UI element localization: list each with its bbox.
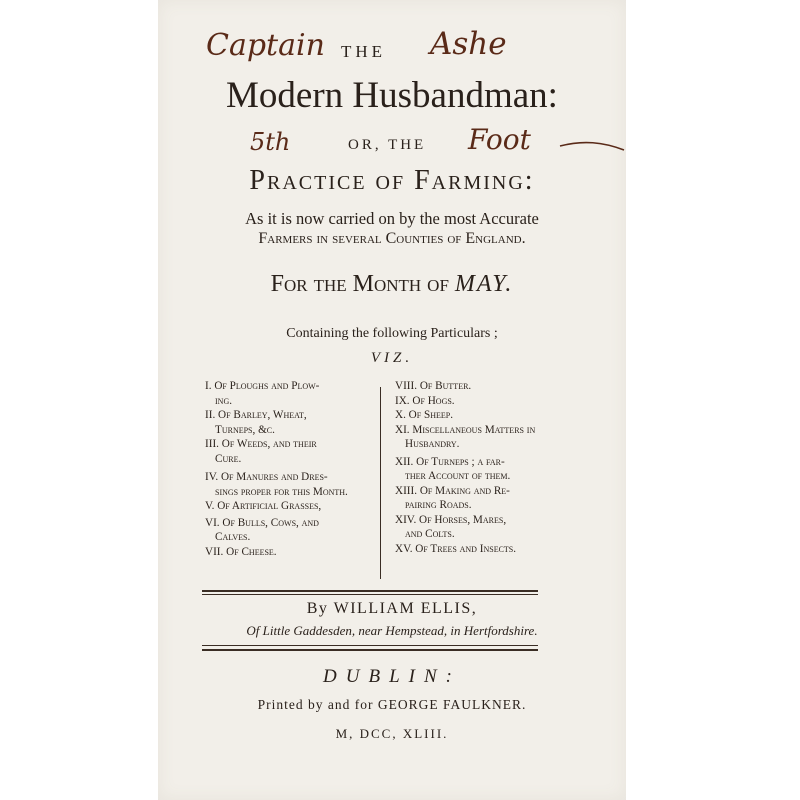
handwritten-flourish <box>558 136 628 158</box>
list-item: X. Of Sheep. <box>395 409 454 421</box>
month-name: MAY. <box>454 271 514 297</box>
list-item: III. Of Weeds, and their <box>205 438 317 450</box>
author-residence: Of Little Gaddesden, near Hempstead, in Hertfordshire. <box>246 623 538 638</box>
list-item: VII. Of Cheese. <box>205 545 277 558</box>
month-heading <box>158 271 626 298</box>
list-item: IX. Of Hogs. <box>395 394 455 407</box>
list-item: XV. Of Trees and Insects. <box>395 542 517 555</box>
subtitle-practice: Practice of Farming: <box>249 165 535 196</box>
title-the: THE <box>341 42 387 61</box>
list-item: Cure. <box>215 452 242 465</box>
title-page <box>158 0 626 800</box>
list-item: Turneps, &c. <box>215 423 275 436</box>
imprint-year: M, DCC, XLIII. <box>335 726 449 741</box>
list-item: XI. Miscellaneous Matters in <box>395 423 536 436</box>
imprint-city: DUBLIN: <box>323 666 461 687</box>
list-item: VIII. Of Butter. <box>395 380 472 392</box>
list-item: XII. Of Turneps ; a far- <box>395 455 505 468</box>
handwritten-foot: Foot <box>468 123 531 156</box>
list-item: Calves. <box>215 531 251 543</box>
list-item: IV. Of Manures and Dres- <box>205 471 328 483</box>
list-item: II. Of Barley, Wheat, <box>205 409 307 421</box>
list-item: VI. Of Bulls, Cows, and <box>205 516 319 529</box>
author-line: By WILLIAM ELLIS, <box>306 600 478 617</box>
list-item: and Colts. <box>405 528 455 540</box>
list-item: pairing Roads. <box>405 499 472 511</box>
containing-line: Containing the following Particulars ; <box>286 326 498 341</box>
rule-bottom <box>202 649 538 651</box>
handwritten-ashe: Ashe <box>430 26 507 62</box>
list-item: Husbandry. <box>405 438 460 450</box>
list-item: sings proper for this Month. <box>215 485 348 498</box>
title-or-the: OR, THE <box>348 137 427 153</box>
viz-label: VIZ. <box>370 350 414 366</box>
subtitle-line-2: Farmers in several Counties of England. <box>258 230 526 247</box>
column-divider <box>380 387 381 579</box>
list-item: XIV. Of Horses, Mares, <box>395 513 507 526</box>
handwritten-captain: Captain <box>206 28 325 63</box>
month-prefix: For the Month of <box>270 271 449 297</box>
handwritten-5th: 5th <box>250 128 291 156</box>
list-item: XIII. Of Making and Re- <box>395 484 510 497</box>
list-item: I. Of Ploughs and Plow- <box>205 380 320 392</box>
particulars-left-column <box>205 379 348 559</box>
rule-bottom-thin <box>202 645 538 646</box>
imprint-printer: Printed by and for GEORGE FAULKNER. <box>257 697 527 712</box>
rule-top <box>202 590 538 592</box>
rule-top-thin <box>202 594 538 595</box>
list-item: ther Account of them. <box>405 470 511 482</box>
list-item: ing. <box>215 394 233 407</box>
subtitle-line-1: As it is now carried on by the most Accurate <box>245 209 539 228</box>
particulars-right-column <box>395 379 535 556</box>
list-item: V. Of Artificial Grasses, <box>205 500 322 512</box>
main-title: Modern Husbandman: <box>226 75 558 116</box>
